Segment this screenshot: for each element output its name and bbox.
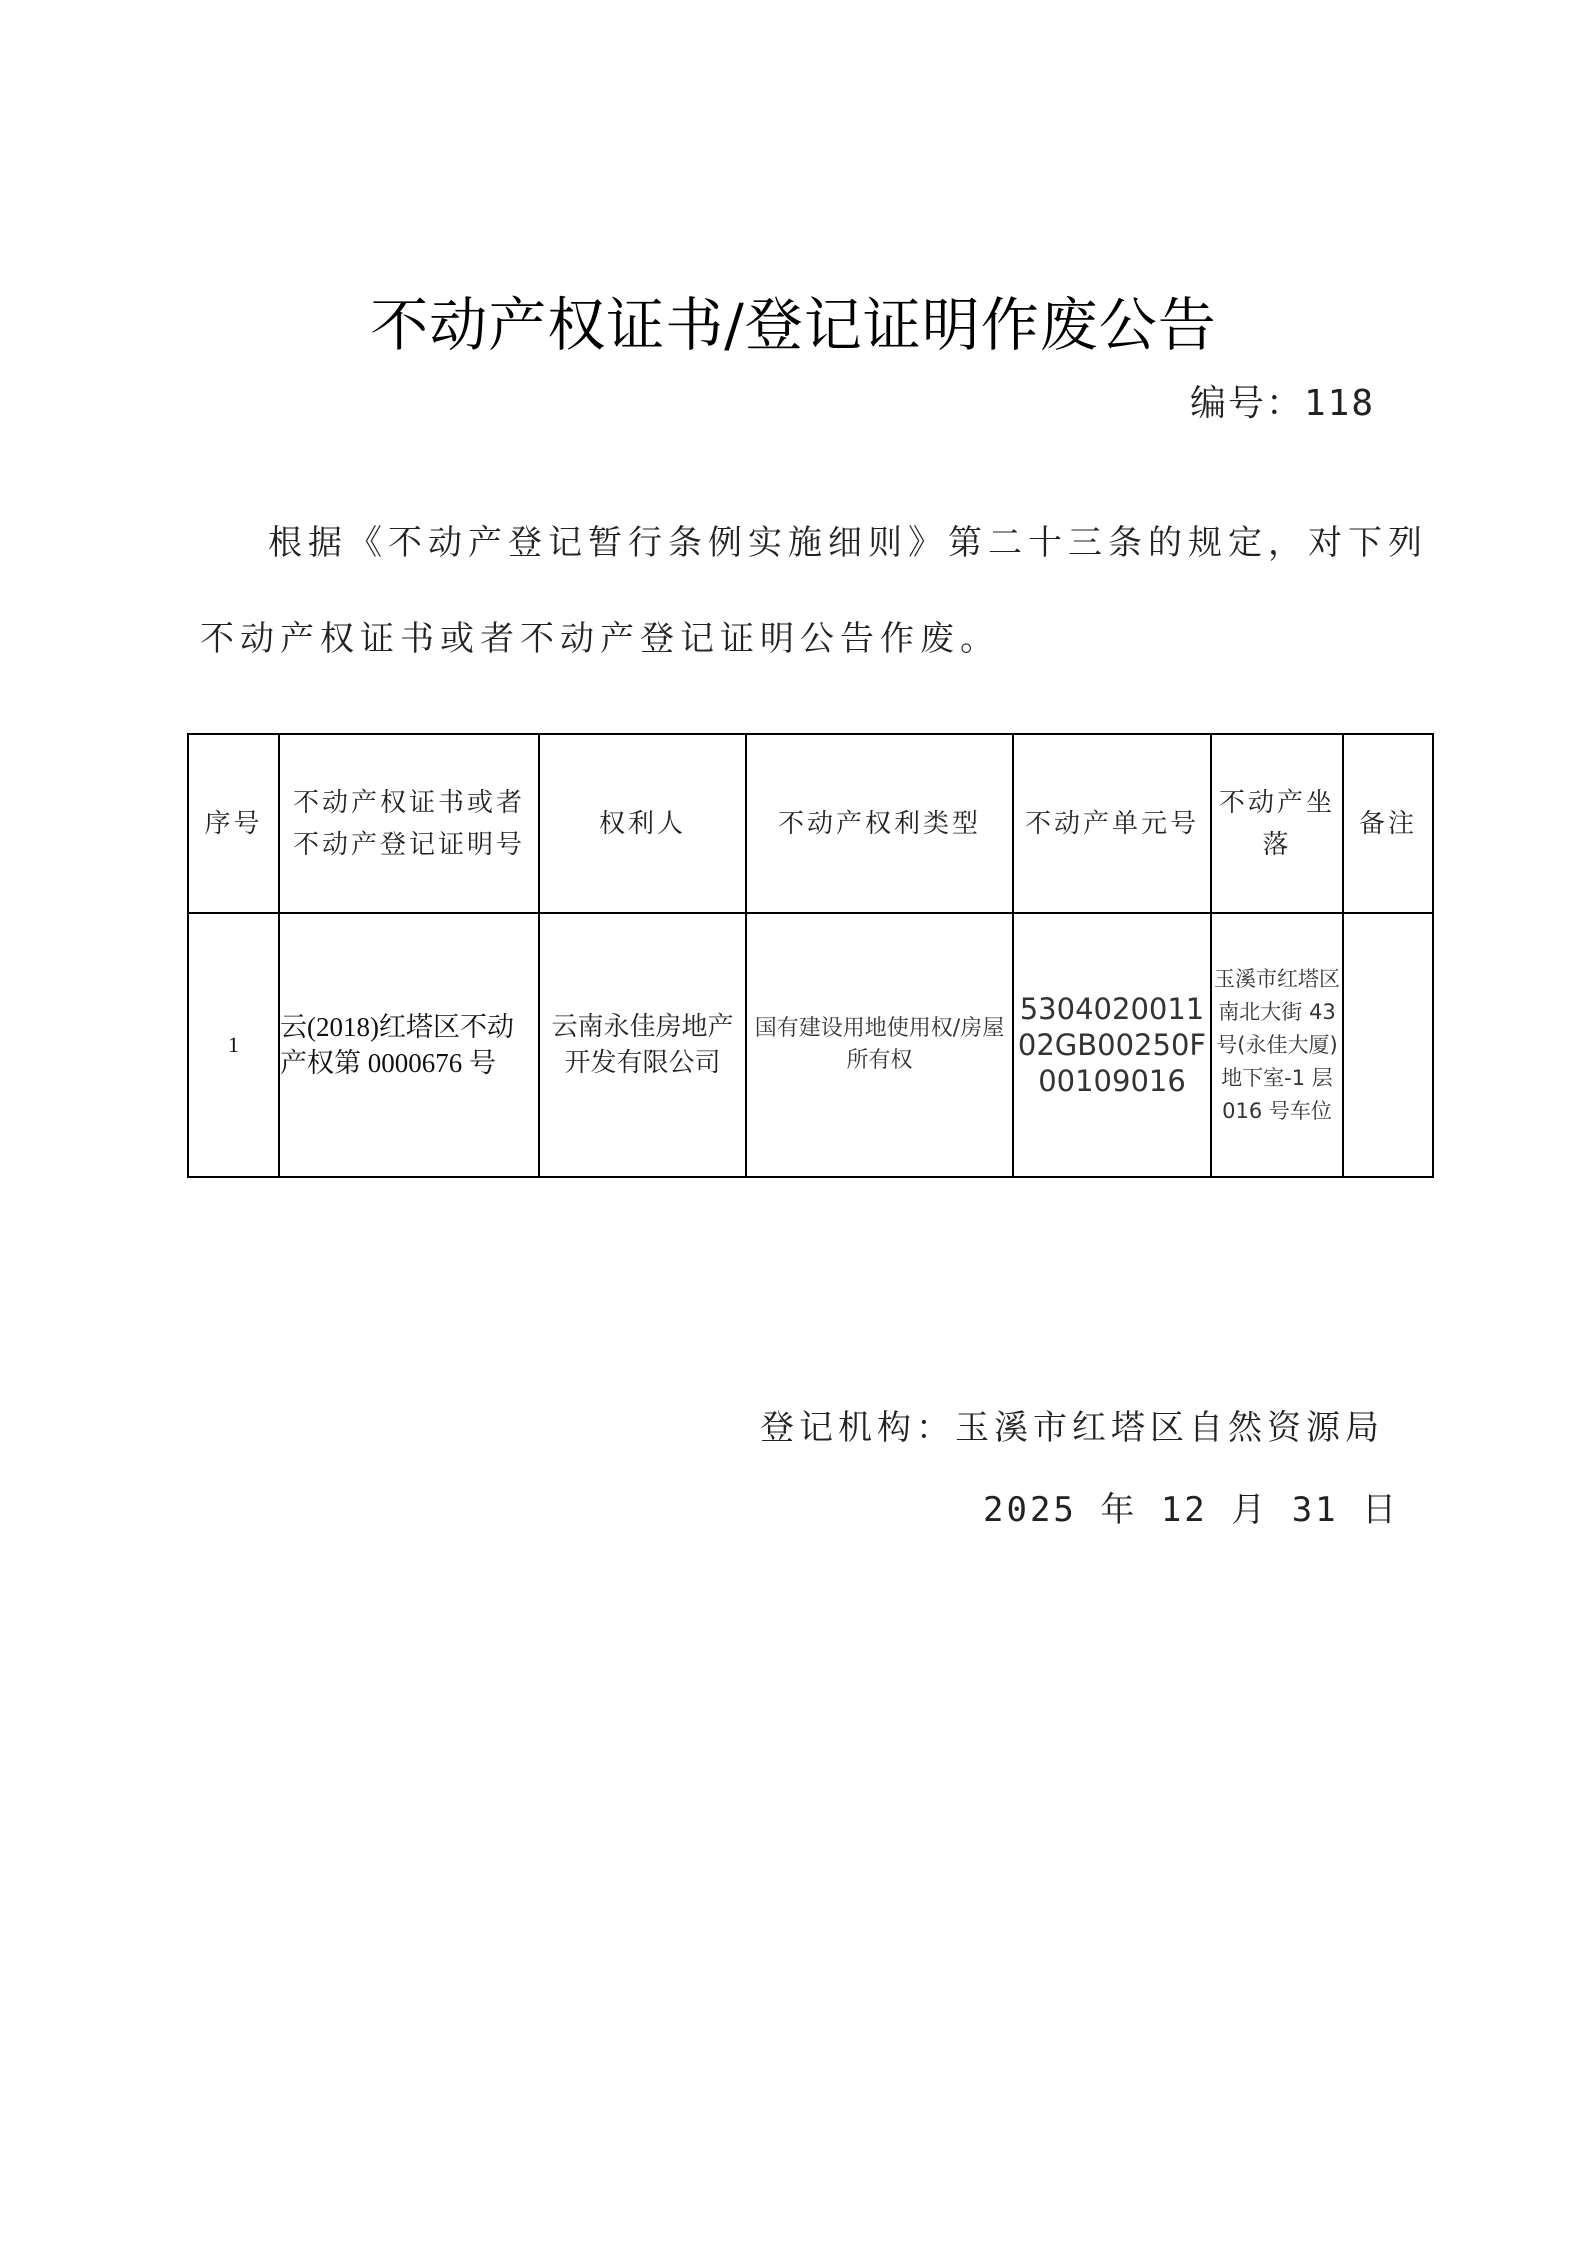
issue-date: 2025 年 12 月 31 日 (983, 1490, 1400, 1530)
header-seq: 序号 (188, 734, 279, 913)
table-header-row (188, 734, 1433, 913)
cell-location: 玉溪市红塔区南北大街 43 号(永佳大厦)地下室-1 层 016 号车位 (1211, 913, 1343, 1177)
header-remarks: 备注 (1343, 734, 1433, 913)
header-right-type: 不动产权利类型 (746, 734, 1013, 913)
header-location: 不动产坐落 (1211, 734, 1343, 913)
header-right-holder: 权利人 (539, 734, 746, 913)
page-title: 不动产权证书/登记证明作废公告 (370, 291, 1217, 359)
header-certificate-no: 不动产权证书或者不动产登记证明号 (279, 734, 539, 913)
table-row (188, 913, 1433, 1177)
document-number: 编号：118 (1189, 383, 1375, 424)
registration-authority: 登记机构：玉溪市红塔区自然资源局 (760, 1408, 1384, 1448)
cell-right-type: 国有建设用地使用权/房屋所有权 (746, 913, 1013, 1177)
intro-paragraph: 根据《不动产登记暂行条例实施细则》第二十三条的规定，对下列不动产权证书或者不动产登记证明公告作废。 (200, 523, 1428, 659)
cell-seq: 1 (188, 913, 279, 1177)
cell-right-holder: 云南永佳房地产开发有限公司 (539, 913, 746, 1177)
voided-certificates-table (187, 733, 1434, 1178)
cell-remarks (1343, 913, 1433, 1177)
cell-unit-no: 530402001102GB00250F00109016 (1013, 913, 1211, 1177)
cell-certificate-no: 云(2018)红塔区不动产权第 0000676 号 (279, 913, 539, 1177)
header-unit-no: 不动产单元号 (1013, 734, 1211, 913)
